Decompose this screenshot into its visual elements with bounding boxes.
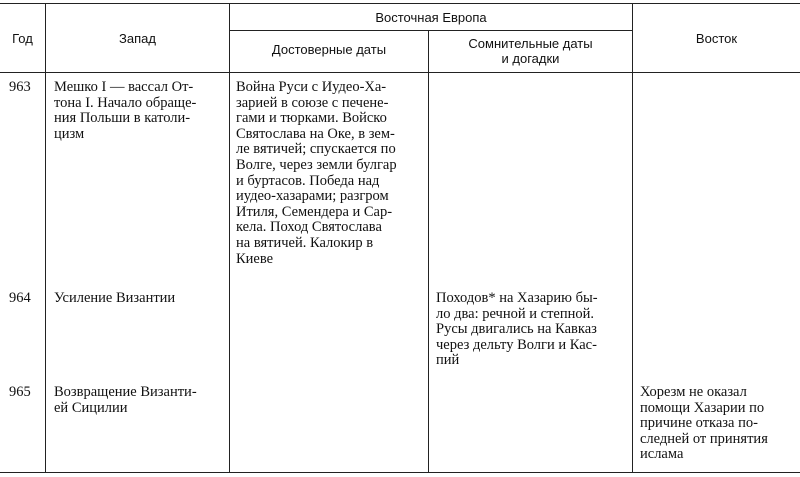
row-964-doubtful xyxy=(436,291,630,369)
text-line: пий xyxy=(436,352,460,369)
text-line: ей Сицилии xyxy=(54,399,128,416)
text-line: ло два: речной и степной. xyxy=(436,305,594,322)
text-line: Походов* на Хазарию бы- xyxy=(436,290,598,306)
text-line: следней от принятия xyxy=(640,430,768,447)
text-line: помощи Хазарии по xyxy=(640,399,765,416)
text-line: кела. Поход Святослава xyxy=(236,219,382,236)
text-line: на вятичей. Калокир в xyxy=(236,234,374,251)
header-year: Год xyxy=(12,31,33,46)
text-line: Русы двигались на Кавказ xyxy=(436,321,597,338)
east-europe-subheader-rule xyxy=(229,30,632,31)
header-reliable-dates: Достоверные даты xyxy=(271,42,387,57)
row-963-year: 963 xyxy=(9,79,31,95)
text-line: Киеве xyxy=(236,250,274,267)
header-east-europe: Восточная Европа xyxy=(375,10,487,25)
text-line: Хорезм не оказал xyxy=(640,384,747,400)
col-rule-west xyxy=(229,3,230,473)
text-line: причине отказа по- xyxy=(640,415,758,432)
text-line: цизм xyxy=(54,125,85,142)
row-965-east xyxy=(640,385,798,463)
text-line: ния Польши в католи- xyxy=(54,110,191,127)
header-bottom-rule xyxy=(0,72,800,73)
row-963-reliable xyxy=(236,80,426,267)
text-line: Война Руси с Иудео-Ха- xyxy=(236,79,387,95)
header-doubtful-dates xyxy=(429,36,632,66)
text-line: Мешко I — вассал От- xyxy=(54,79,194,95)
row-964-west xyxy=(54,291,226,307)
text-line: Возвращение Византи- xyxy=(54,384,197,400)
text-line: иудео-хазарами; разгром xyxy=(236,188,389,205)
header-west: Запад xyxy=(119,31,156,46)
row-965-west xyxy=(54,385,226,416)
table-bottom-rule xyxy=(0,472,800,473)
text-line: гами и тюрками. Войско xyxy=(236,110,387,127)
col-rule-doubtful xyxy=(632,3,633,473)
text-line: тона I. Начало обраще- xyxy=(54,94,197,111)
text-line: зарией в союзе с печене- xyxy=(236,94,389,111)
text-line: ислама xyxy=(640,446,684,463)
text-line: и буртасов. Победа над xyxy=(236,172,380,189)
text-line: Волге, через земли булгар xyxy=(236,156,397,173)
row-965-year: 965 xyxy=(9,384,31,400)
col-rule-year xyxy=(45,3,46,473)
text-line: Святослава на Оке, в зем- xyxy=(236,125,395,142)
text-line: Итиля, Семендера и Сар- xyxy=(236,203,393,220)
text-line: через дельту Волги и Кас- xyxy=(436,336,597,353)
text-line: ле вятичей; спускается по xyxy=(236,141,396,158)
row-963-west xyxy=(54,80,226,142)
header-east: Восток xyxy=(695,31,738,46)
row-964-year: 964 xyxy=(9,290,31,306)
header-doubtful-line-1: Сомнительные даты xyxy=(468,36,593,51)
col-rule-reliable xyxy=(428,30,429,473)
table-top-rule xyxy=(0,3,800,4)
header-doubtful-line-2: и догадки xyxy=(501,51,560,66)
text-line: Усиление Византии xyxy=(54,290,176,306)
